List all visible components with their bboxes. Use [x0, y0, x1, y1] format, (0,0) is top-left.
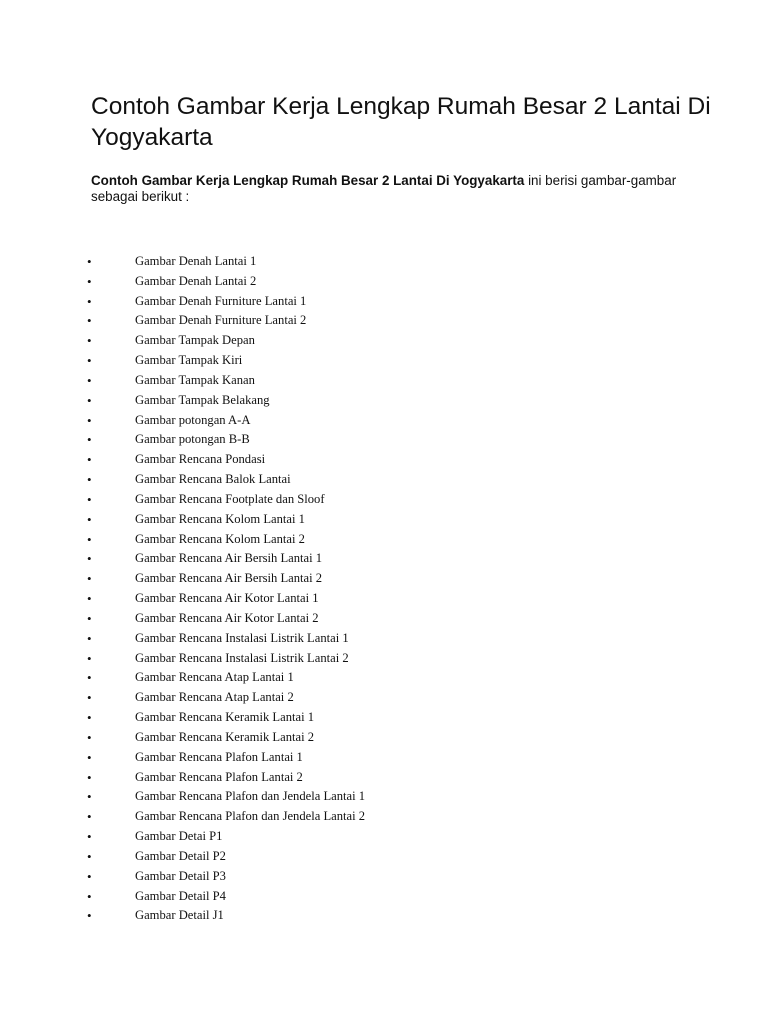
list-item-label: Gambar Tampak Depan [135, 333, 255, 348]
list-item-label: Gambar Rencana Air Bersih Lantai 1 [135, 551, 323, 566]
bullet-icon: • [87, 710, 92, 726]
bullet-icon: • [87, 392, 92, 408]
list-item-label: Gambar Rencana Keramik Lantai 1 [135, 710, 315, 725]
bullet-icon: • [87, 888, 92, 904]
list-item-label: Gambar potongan A-A [135, 412, 251, 427]
list-item [0, 629, 768, 649]
bullet-icon: • [87, 353, 92, 369]
bullet-icon: • [87, 630, 92, 646]
bullet-icon: • [87, 769, 92, 785]
list-item-label: Gambar Rencana Atap Lantai 2 [135, 690, 294, 705]
bullet-icon: • [87, 690, 92, 706]
list-item [0, 589, 768, 609]
list-item-label: Gambar potongan B-B [135, 432, 250, 447]
list-item [0, 490, 768, 510]
list-item [0, 728, 768, 748]
bullet-icon: • [87, 412, 92, 428]
list-item-label: Gambar Rencana Instalasi Listrik Lantai 1 [135, 630, 349, 645]
list-item [0, 450, 768, 470]
drawing-list [0, 252, 768, 926]
list-item [0, 609, 768, 629]
bullet-icon: • [87, 273, 92, 289]
list-item-label: Gambar Rencana Kolom Lantai 2 [135, 531, 305, 546]
list-item [0, 351, 768, 371]
list-item-label: Gambar Rencana Plafon Lantai 2 [135, 769, 303, 784]
list-item-label: Gambar Rencana Footplate dan Sloof [135, 491, 325, 506]
bullet-icon: • [87, 491, 92, 507]
list-item [0, 331, 768, 351]
bullet-icon: • [87, 868, 92, 884]
list-item-label: Gambar Rencana Balok Lantai [135, 472, 291, 487]
list-item [0, 827, 768, 847]
bullet-icon: • [87, 670, 92, 686]
list-item-label: Gambar Denah Furniture Lantai 1 [135, 293, 307, 308]
list-item-label: Gambar Denah Furniture Lantai 2 [135, 313, 307, 328]
list-item-label: Gambar Denah Lantai 2 [135, 273, 257, 288]
list-item [0, 649, 768, 669]
list-item [0, 549, 768, 569]
list-item-label: Gambar Rencana Plafon dan Jendela Lantai 2 [135, 809, 366, 824]
list-item-label: Gambar Rencana Pondasi [135, 452, 266, 467]
bullet-icon: • [87, 254, 92, 269]
bullet-icon: • [87, 829, 92, 845]
list-item [0, 867, 768, 887]
list-item [0, 391, 768, 411]
list-item-label: Gambar Detail J1 [135, 908, 224, 923]
list-item-label: Gambar Rencana Kolom Lantai 1 [135, 511, 305, 526]
list-item [0, 530, 768, 550]
list-item [0, 569, 768, 589]
bullet-icon: • [87, 789, 92, 805]
list-item-label: Gambar Detai P1 [135, 829, 223, 844]
list-item [0, 688, 768, 708]
bullet-icon: • [87, 908, 92, 924]
list-item [0, 470, 768, 490]
bullet-icon: • [87, 472, 92, 488]
bullet-icon: • [87, 571, 92, 587]
list-item [0, 887, 768, 907]
list-item-label: Gambar Denah Lantai 1 [135, 254, 257, 268]
list-item [0, 768, 768, 788]
bullet-icon: • [87, 809, 92, 825]
list-item [0, 311, 768, 331]
list-item-label: Gambar Detail P4 [135, 888, 226, 903]
list-item-label: Gambar Detail P2 [135, 848, 226, 863]
list-item-label: Gambar Detail P3 [135, 868, 226, 883]
bullet-icon: • [87, 531, 92, 547]
list-item-label: Gambar Tampak Belakang [135, 392, 270, 407]
list-item [0, 906, 768, 926]
bullet-icon: • [87, 650, 92, 666]
list-item [0, 807, 768, 827]
list-item [0, 411, 768, 431]
bullet-icon: • [87, 729, 92, 745]
list-item [0, 510, 768, 530]
intro-text: ini berisi gambar-gambar sebagai berikut : [91, 173, 677, 204]
page-title: Contoh Gambar Kerja Lengkap Rumah Besar 2 Lantai Di Yogyakarta [91, 93, 711, 151]
list-item-label: Gambar Rencana Atap Lantai 1 [135, 670, 294, 685]
list-item [0, 430, 768, 450]
list-item-label: Gambar Rencana Air Kotor Lantai 1 [135, 591, 319, 606]
list-item [0, 292, 768, 312]
bullet-icon: • [87, 372, 92, 388]
bullet-icon: • [87, 511, 92, 527]
list-item [0, 371, 768, 391]
bullet-icon: • [87, 551, 92, 567]
bullet-icon: • [87, 749, 92, 765]
list-item-label: Gambar Rencana Air Bersih Lantai 2 [135, 571, 323, 586]
bullet-icon: • [87, 591, 92, 607]
list-item [0, 787, 768, 807]
bullet-icon: • [87, 293, 92, 309]
bullet-icon: • [87, 610, 92, 626]
bullet-icon: • [87, 313, 92, 329]
list-item [0, 668, 768, 688]
list-item-label: Gambar Rencana Instalasi Listrik Lantai 2 [135, 650, 349, 665]
list-item-label: Gambar Rencana Plafon Lantai 1 [135, 749, 303, 764]
list-item-label: Gambar Rencana Keramik Lantai 2 [135, 729, 315, 744]
list-item-label: Gambar Tampak Kanan [135, 372, 255, 387]
bullet-icon: • [87, 333, 92, 349]
list-item [0, 272, 768, 292]
list-item [0, 847, 768, 867]
intro-paragraph [91, 173, 691, 205]
list-item-label: Gambar Rencana Air Kotor Lantai 2 [135, 610, 319, 625]
list-item-label: Gambar Rencana Plafon dan Jendela Lantai 1 [135, 789, 366, 804]
list-item-label: Gambar Tampak Kiri [135, 353, 243, 368]
bullet-icon: • [87, 452, 92, 468]
intro-bold-title: Contoh Gambar Kerja Lengkap Rumah Besar 2 Lantai Di Yogyakarta [91, 173, 525, 188]
list-item [0, 748, 768, 768]
bullet-icon: • [87, 848, 92, 864]
list-item [0, 708, 768, 728]
bullet-icon: • [87, 432, 92, 448]
list-item [0, 252, 768, 272]
